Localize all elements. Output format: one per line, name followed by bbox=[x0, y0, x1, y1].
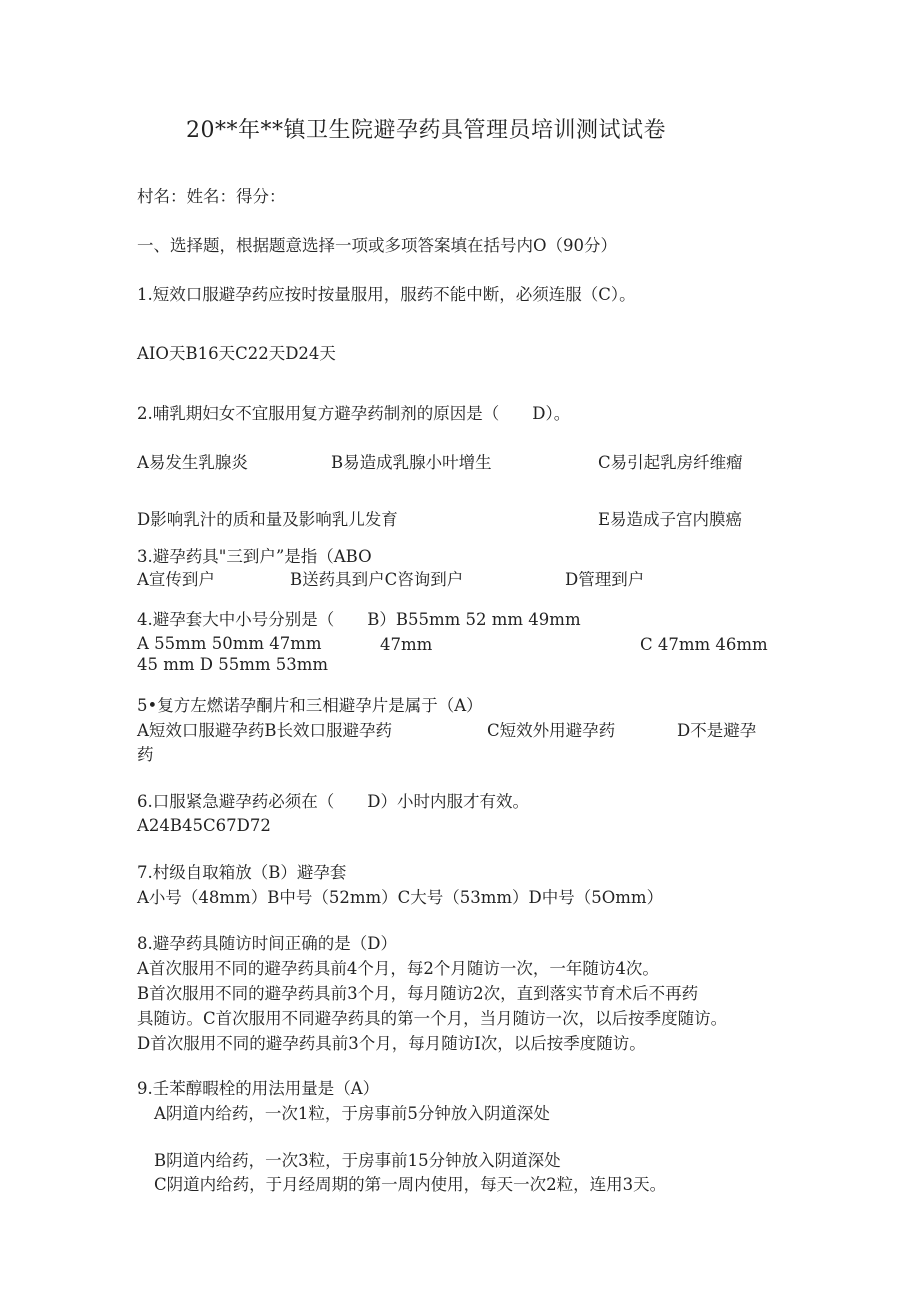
q9-option-c: C阴道内给药，于月经周期的第一周内使用，每天一次2粒，连用3天。 bbox=[154, 1175, 667, 1194]
page-title: 20**年**镇卫生院避孕药具管理员培训测试试卷 bbox=[186, 118, 666, 143]
section-heading: 一、选择题，根据题意选择一项或多项答案填在括号内O（90分） bbox=[137, 236, 618, 255]
q7-options: A小号（48mm）B中号（52mm）C大号（53mm）D中号（5Omm） bbox=[137, 888, 664, 907]
q7-stem: 7.村级自取箱放（B）避孕套 bbox=[137, 863, 347, 882]
q6-options: A24B45C67D72 bbox=[137, 816, 271, 835]
q1-options: AIO天B16天C22天D24天 bbox=[137, 344, 336, 363]
q1-stem: 1.短效口服避孕药应按时按量服用，服药不能中断，必须连服（C）。 bbox=[137, 285, 636, 304]
q8-option-a: A首次服用不同的避孕药具前4个月，每2个月随访一次，一年随访4次。 bbox=[137, 959, 659, 978]
q5-option-d-tail: 药 bbox=[137, 745, 154, 764]
q8-option-b: B首次服用不同的避孕药具前3个月，每月随访2次，直到落实节育术后不再药 bbox=[137, 984, 699, 1003]
q8-option-b-c: 具随访。C首次服用不同避孕药具的第一个月，当月随访一次，以后按季度随访。 bbox=[137, 1009, 728, 1028]
q6-stem: 6.口服紧急避孕药必须在（ D）小时内服才有效。 bbox=[137, 792, 529, 811]
q8-option-d: D首次服用不同的避孕药具前3个月，每月随访I次，以后按季度随访。 bbox=[137, 1034, 646, 1053]
q2-option-a: A易发生乳腺炎 bbox=[137, 453, 248, 472]
q4-option-c: C 47mm 46mm bbox=[640, 635, 768, 654]
q4-option-cd: 45 mm D 55mm 53mm bbox=[137, 655, 329, 674]
q8-stem: 8.避孕药具随访时间正确的是（D） bbox=[137, 934, 397, 953]
q2-stem: 2.哺乳期妇女不宜服用复方避孕药制剂的原因是（ D）。 bbox=[137, 404, 571, 423]
q4-option-a: A 55mm 50mm 47mm bbox=[137, 634, 322, 653]
q5-option-ab: A短效口服避孕药B长效口服避孕药 bbox=[137, 721, 393, 740]
q9-option-a: A阴道内给药，一次1粒，于房事前5分钟放入阴道深处 bbox=[154, 1104, 550, 1123]
q9-option-b: B阴道内给药，一次3粒，于房事前15分钟放入阴道深处 bbox=[154, 1151, 561, 1170]
q2-option-b: B易造成乳腺小叶增生 bbox=[331, 453, 492, 472]
q2-option-d: D影响乳汁的质和量及影响乳儿发育 bbox=[137, 510, 398, 529]
q4-option-b-tail: 47mm bbox=[380, 635, 433, 654]
q2-option-c: C易引起乳房纤维瘤 bbox=[598, 453, 743, 472]
q5-option-d: D不是避孕 bbox=[677, 721, 757, 740]
q3-option-d: D管理到户 bbox=[565, 570, 645, 589]
q2-option-e: E易造成子宫内膜癌 bbox=[598, 510, 743, 529]
q5-stem: 5•复方左燃诺孕酮片和三相避孕片是属于（A） bbox=[137, 696, 483, 715]
q3-stem: 3.避孕药具"三到户”是指（ABO bbox=[137, 547, 372, 566]
header-fields: 村名：姓名：得分： bbox=[137, 187, 286, 206]
q9-stem: 9.壬苯醇暇栓的用法用量是（A） bbox=[137, 1079, 380, 1098]
q3-option-bc: B送药具到户C咨询到户 bbox=[290, 570, 464, 589]
q5-option-c: C短效外用避孕药 bbox=[487, 721, 616, 740]
q4-stem: 4.避孕套大中小号分别是（ B）B55mm 52 mm 49mm bbox=[137, 610, 581, 629]
q3-option-a: A宣传到户 bbox=[137, 570, 215, 589]
